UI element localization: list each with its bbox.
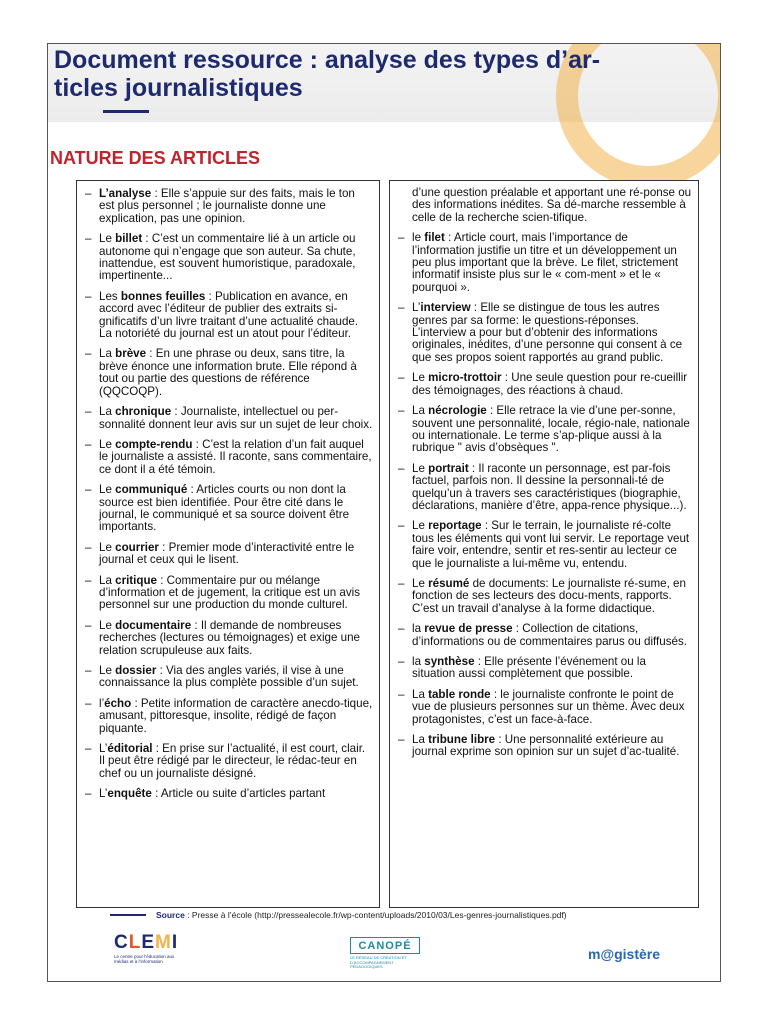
- list-item: [390, 656, 698, 681]
- term-prefix: L’: [99, 742, 108, 756]
- term-name: reportage: [428, 519, 482, 533]
- term-prefix: Le: [412, 576, 429, 590]
- term-name: synthèse: [424, 655, 475, 668]
- term-name: critique: [115, 573, 157, 587]
- canope-logo-mark: CANOPÉ: [350, 937, 420, 954]
- list-item: [77, 233, 379, 283]
- list-item: [390, 520, 698, 570]
- clemi-tagline: Le centre pour l’éducation aux médias et à l’information: [114, 954, 175, 964]
- term-name: éditorial: [107, 742, 153, 756]
- list-item: [77, 665, 379, 690]
- canope-logo: [350, 937, 422, 967]
- term-definition: de documents: Le journaliste ré-sume, en fonction de ses lecteurs des docu-ments, rapports. C’est un travail d’analyse à la forme didactique.: [412, 576, 686, 615]
- term-name: chronique: [115, 405, 172, 419]
- magistere-logo: m@gistère: [588, 946, 661, 962]
- list-item: [77, 542, 379, 567]
- term-definition: : Collection de citations, d’informations ou de commentaires parus ou diffusés.: [412, 622, 687, 648]
- term-prefix: l’: [99, 696, 105, 710]
- list-item: [390, 463, 698, 513]
- term-name: revue de presse: [424, 622, 513, 636]
- term-name: enquête: [107, 787, 152, 801]
- term-prefix: Le: [99, 664, 116, 677]
- document-page: [47, 43, 721, 982]
- list-item: [77, 743, 379, 780]
- right-column: [389, 180, 699, 908]
- term-definition: : C’est un commentaire lié à un article ou autonome qui n’engage que son auteur. Sa chute, inattendue, est souvent humoristique, paradoxale, impertinente...: [99, 232, 356, 283]
- term-prefix: Le: [99, 540, 116, 554]
- term-prefix: La: [99, 405, 116, 419]
- term-definition: : Il demande de nombreuses recherches (lectures ou témoignages) et exige une relation scrupuleuse aux faits.: [99, 618, 361, 657]
- list-item: [77, 698, 379, 735]
- list-item: [390, 372, 698, 397]
- list-item: [77, 291, 379, 341]
- right-term-list: [390, 181, 698, 759]
- term-definition: : Elle s’appuie sur des faits, mais le ton est plus personnel ; le journaliste donne une explication, pas une opinion.: [99, 187, 355, 225]
- term-definition: : En prise sur l’actualité, il est court, clair. Il peut être rédigé par le directeur, le rédac-teur en chef ou un journaliste désigné.: [99, 742, 366, 780]
- term-name: documentaire: [115, 618, 192, 632]
- term-definition: : Il raconte un personnage, est par-fois factuel, parfois non. Il dessine la personnali-té de quelqu’un à travers ses caractéristiques (biographie, déclarations, manière d’être, appa-rence physique...).: [412, 461, 687, 512]
- source-label: Source: [156, 910, 185, 920]
- source-line: [110, 914, 146, 916]
- term-name: micro-trottoir: [428, 371, 502, 385]
- term-prefix: L’: [412, 301, 421, 315]
- term-definition: : Elle présente l’événement ou la situation aussi complètement que possible.: [412, 655, 646, 681]
- list-item: [390, 578, 698, 615]
- clemi-logo-mark: CLEMI: [114, 932, 179, 953]
- term-name: résumé: [428, 576, 470, 590]
- term-definition: : Premier mode d’interactivité entre le journal et ceux qui le lisent.: [99, 540, 355, 567]
- term-name: billet: [115, 232, 143, 246]
- list-item: [390, 623, 698, 648]
- list-item: [390, 689, 698, 726]
- clemi-logo: [114, 932, 194, 972]
- term-prefix: Le: [99, 618, 116, 632]
- term-prefix: Le: [99, 232, 116, 246]
- term-name: compte-rendu: [115, 437, 193, 451]
- list-item: [77, 406, 379, 431]
- list-item: [77, 348, 379, 398]
- term-definition: : Publication en avance, en accord avec l’éditeur de publier des extraits si-gnificatifs d’un livre traitant d’une actualité chaude. La notoriété du journal est un atout pour l’éditeur.: [99, 289, 359, 341]
- term-definition: : Article court, mais l’importance de l’information justifie un titre et un développement un peu plus important que la brève. Le filet, strictement informatif insiste plus sur le « com-ment » et le « pourquoi ».: [412, 231, 679, 294]
- term-prefix: Le: [99, 483, 116, 497]
- term-prefix: L’: [99, 787, 108, 801]
- list-item: [77, 188, 379, 225]
- term-prefix: le: [412, 231, 425, 245]
- source-text: : Presse à l’école (http://pressealecole.fr/wp-content/uploads/2010/03/Les-genres-journalistiques.pdf): [184, 910, 567, 920]
- term-prefix: Les: [99, 289, 121, 303]
- term-definition: : Elle se distingue de tous les autres genres par sa forme: le questions-réponses. L’interview a pour but d’obtenir des informations originales, inédites, d’une personne qui consent à ce que ses propos soient rapportés au grand public.: [412, 301, 683, 364]
- title-line-1: Document ressource : analyse des types d’ar-: [54, 46, 601, 74]
- left-column: [76, 180, 380, 908]
- term-prefix: Le: [99, 437, 116, 451]
- term-name: portrait: [428, 461, 469, 475]
- list-item: [390, 734, 698, 759]
- term-prefix: Le: [412, 519, 429, 533]
- list-item: [390, 302, 698, 364]
- term-definition: : Articles courts ou non dont la source est bien identifiée. Pour être cité dans le journal, le communiqué et sa source doivent être importants.: [99, 483, 350, 534]
- list-item: [390, 405, 698, 455]
- term-definition: : Commentaire pur ou mélange d’information et de jugement, la critique est un avis personnel sur une production du monde culturel.: [99, 573, 361, 612]
- term-name: table ronde: [428, 687, 491, 701]
- term-name: tribune libre: [428, 733, 496, 747]
- section-title: NATURE DES ARTICLES: [50, 148, 261, 168]
- term-definition: : Petite information de caractère anecdo-tique, amusant, pittoresque, insolite, rédigé de façon piquante.: [99, 696, 373, 735]
- term-definition: : Une personnalité extérieure au journal exprime son opinion sur un sujet d’ac-tualité.: [412, 733, 680, 759]
- term-name: interview: [420, 301, 471, 315]
- term-definition: : Une seule question pour re-cueillir des témoignages, des réactions à chaud.: [412, 371, 688, 397]
- left-term-list: [77, 181, 379, 801]
- term-prefix: La: [412, 687, 429, 701]
- list-item: [77, 484, 379, 534]
- list-item: [77, 575, 379, 612]
- page-title: [54, 46, 704, 102]
- term-prefix: la: [412, 655, 425, 668]
- source-citation: [156, 910, 567, 920]
- term-prefix: La: [99, 573, 116, 587]
- term-definition: : C’est la relation d’un fait auquel le journaliste a assisté. Il raconte, sans commentaire, ce dont il a été témoin.: [99, 437, 372, 476]
- list-item: [77, 439, 379, 476]
- list-item-continuation: d’une question préalable et apportant une ré-ponse ou des informations inédites. Sa dé-marche ressemble à celle de la recherche scien-tifique.: [412, 186, 692, 224]
- canope-tagline: LE RÉSEAU DE CRÉATION ET D’ACCOMPAGNEMENT PÉDAGOGIQUES: [350, 955, 407, 969]
- term-name: brève: [115, 347, 147, 361]
- term-name: L’analyse: [99, 187, 152, 200]
- title-underline: [103, 110, 149, 113]
- term-name: courrier: [115, 540, 159, 554]
- term-name: bonnes feuilles: [120, 289, 206, 303]
- term-definition: : Elle retrace la vie d’une per-sonne, souvent une personnalité, locale, régio-nale, nationale ou internationale. Le terme s’ap-plique aussi à la rubrique " avis d’obsèques ".: [412, 404, 690, 455]
- list-item: [390, 232, 698, 294]
- term-definition: : Via des angles variés, il vise à une connaissance la plus complète possible d’un sujet.: [99, 664, 359, 690]
- term-prefix: la: [412, 622, 425, 636]
- term-prefix: Le: [412, 371, 429, 385]
- term-definition: : Article ou suite d’articles partant: [151, 787, 326, 801]
- term-prefix: La: [412, 404, 429, 418]
- term-prefix: La: [99, 347, 116, 361]
- term-name: écho: [104, 696, 132, 710]
- term-definition: : En une phrase ou deux, sans titre, la brève énonce une information brute. Elle répond à tout ou partie des questions de référence (QQCOQP).: [99, 347, 357, 398]
- term-prefix: La: [412, 733, 429, 747]
- list-item: [77, 620, 379, 657]
- term-name: dossier: [115, 664, 157, 677]
- term-name: communiqué: [115, 483, 188, 497]
- title-line-2: ticles journalistiques: [54, 74, 303, 102]
- term-prefix: Le: [412, 461, 429, 475]
- term-name: nécrologie: [428, 404, 487, 418]
- term-definition: : le journaliste confronte le point de vue de plusieurs personnes sur un thème. Avec deux protagonistes, c’est un face-à-face.: [412, 687, 685, 726]
- list-item: [77, 788, 379, 800]
- term-name: filet: [424, 231, 445, 245]
- term-definition: : Sur le terrain, le journaliste ré-colte tous les éléments qui vont lui servir. Le reportage veut faire voir, entendre, sentir et res-sentir au lecteur ce que le journaliste a lui-même vu, entendu.: [412, 519, 690, 570]
- term-definition: : Journaliste, intellectuel ou per-sonnalité donnent leur avis sur un sujet de leur choix.: [99, 405, 373, 431]
